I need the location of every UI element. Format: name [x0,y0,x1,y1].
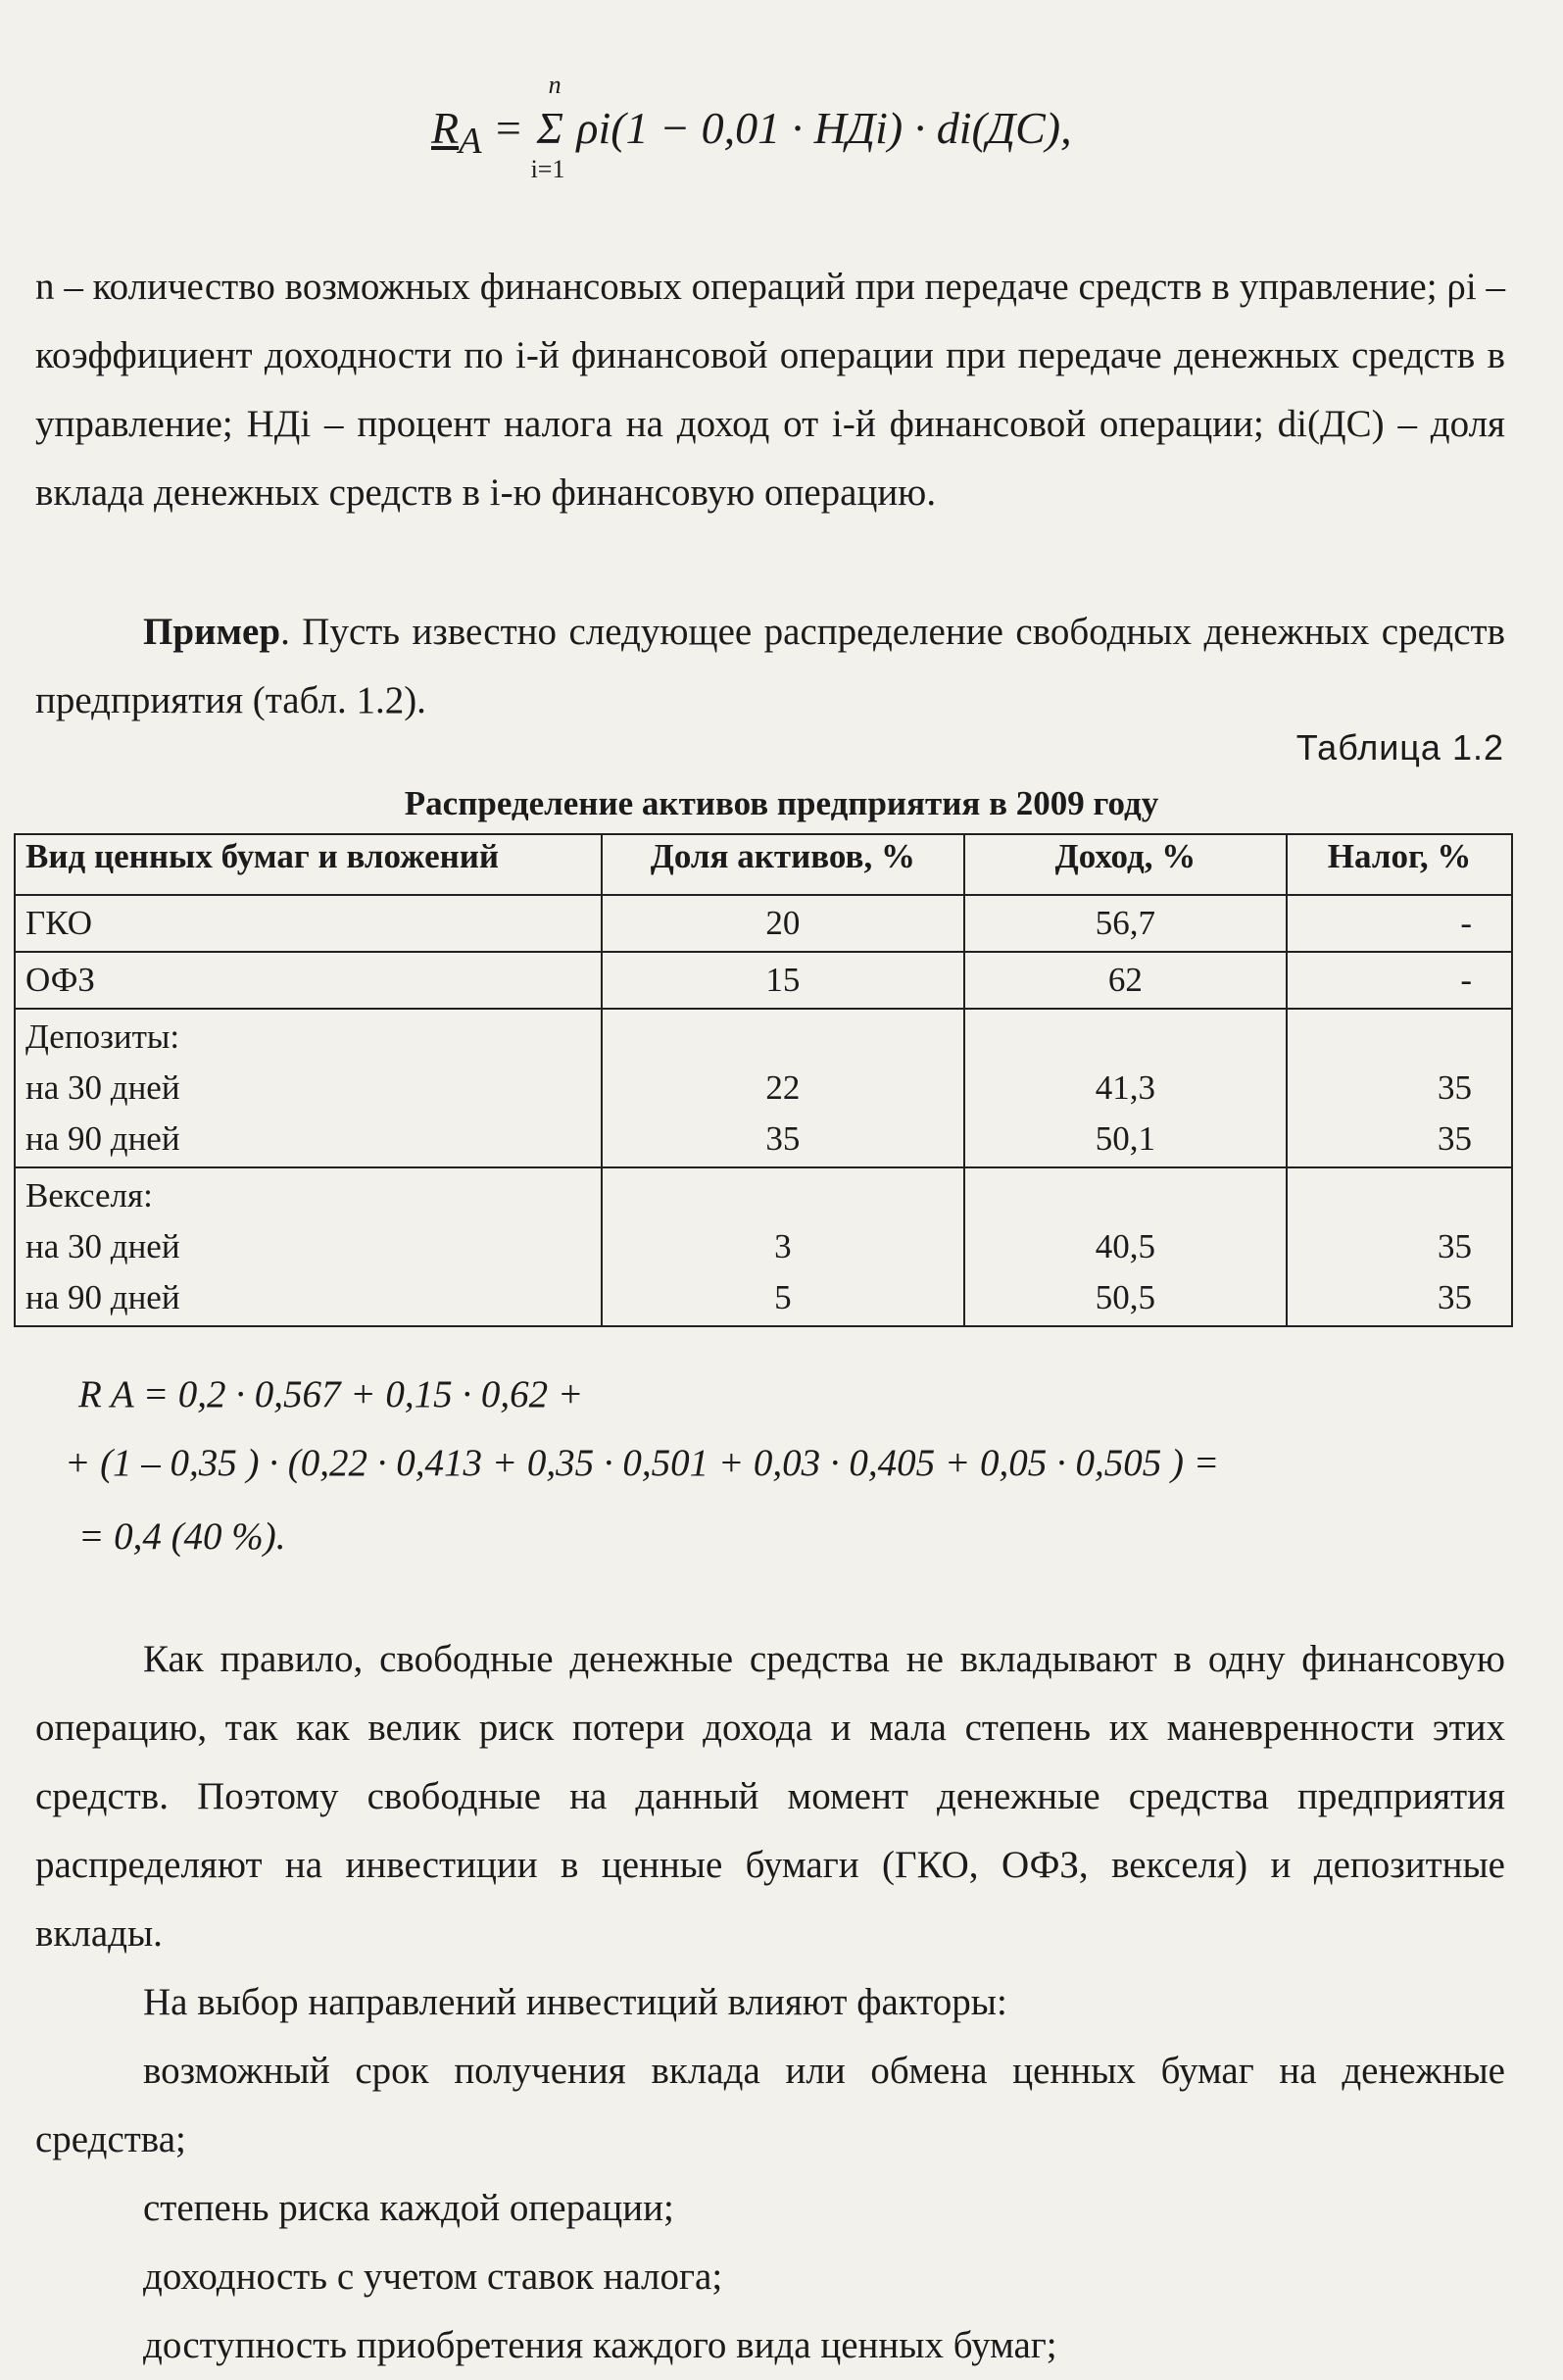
table-row [15,895,1512,952]
row-income: 50,5 [1095,1278,1156,1316]
table-row [15,952,1512,1009]
sum-upper-limit: n [548,71,562,99]
row-income: 56,7 [1095,904,1156,942]
header-type: Вид ценных бумаг и вложений [15,834,602,895]
example-text: . Пусть известно следующее распределение свободных денежных средств предприятия (табл. 1.2). [35,611,1505,721]
row-income: 62 [1107,961,1143,999]
example-label: Пример [143,611,281,653]
row-income: 50,1 [1095,1119,1156,1158]
row-tax [1297,1012,1472,1063]
calc-line-1: R A = 0,2 · 0,567 + 0,15 · 0,62 + [78,1373,584,1415]
assets-table [14,833,1513,1327]
row-tax: - [1460,904,1472,942]
calc-line-3: = 0,4 (40 %). [78,1515,286,1558]
row-tax: 35 [1438,1119,1472,1158]
row-tax: - [1460,961,1472,999]
header-share: Доля активов, % [602,834,964,895]
example-paragraph [35,598,1505,735]
row-income [975,1170,1277,1221]
calc-line-2: + (1 – 0,35 ) · (0,22 · 0,413 + 0,35 · 0,501 + 0,03 · 0,405 + 0,05 · 0,505 ) = [65,1442,1220,1484]
header-tax: Налог, % [1287,834,1512,895]
row-share: 15 [765,961,801,999]
formula-rhs: ρi(1 − 0,01 · НДi) · di(ДС), [576,103,1072,153]
row-share [612,1012,953,1063]
row-name: ОФЗ [25,961,95,999]
row-share: 20 [765,904,801,942]
factor-item: доходность с учетом ставок налога; [143,2256,723,2298]
formula-ra: $R_A$ = n Σ i=1 ρi(1 − 0,01 · НДi) · di(ДС), [431,71,1072,183]
paragraph-factors-intro: На выбор направлений инвестиций влияют факторы: [143,1981,1007,2023]
row-tax: 35 [1438,1278,1472,1316]
row-name: на 90 дней [25,1278,180,1316]
row-share: 35 [765,1119,801,1158]
factor-item: степень риска каждой операции; [143,2187,674,2229]
table-title: Распределение активов предприятия в 2009 году [404,784,1159,822]
row-name: ГКО [25,904,92,942]
row-share: 3 [774,1227,792,1265]
row-name: на 30 дней [25,1227,180,1265]
row-tax: 35 [1438,1068,1472,1107]
row-name: Депозиты: [25,1017,180,1056]
row-name: на 90 дней [25,1119,180,1158]
row-name: Векселя: [25,1176,153,1215]
row-income: 40,5 [1095,1227,1156,1265]
row-income: 41,3 [1095,1068,1156,1107]
sum-lower-limit: i=1 [530,155,565,183]
header-income: Доход, % [964,834,1288,895]
body-text [35,1625,1505,2380]
definitions-paragraph: n – количество возможных финансовых операций при передаче средств в управление; ρi – коэффициент доходности по i-й финансовой операции при передаче денежных средств в управление; НДi – процент налога на доход от i-й финансовой операции; di(ДС) – доля вклада денежных средств в i-ю финансовую операцию. [35,266,1505,514]
factor-item: возможный срок получения вклада или обмена ценных бумаг на денежные средства; [35,2050,1505,2160]
table-row [15,1167,1512,1326]
sum-symbol: n Σ i=1 [530,71,565,183]
row-share: 22 [765,1068,801,1107]
row-share: 5 [774,1278,792,1316]
row-share [612,1170,953,1221]
factor-item: доступность приобретения каждого вида ценных бумаг; [143,2324,1057,2366]
formula-lhs: $R_A$ [431,103,482,163]
table-header-row [15,834,1512,895]
table-caption: Таблица 1.2 [1295,727,1504,768]
row-tax: 35 [1438,1227,1472,1265]
row-income [975,1012,1277,1063]
table-row [15,1009,1512,1167]
row-tax [1297,1170,1472,1221]
row-name: на 30 дней [25,1068,180,1107]
paragraph-diversification: Как правило, свободные денежные средства не вкладывают в одну финансовую операцию, так как велик риск потери дохода и мала степень их маневренности этих средств. Поэтому свободные на данный момент денежные средства предприятия распределяют на инвестиции в ценные бумаги (ГКО, ОФЗ, векселя) и депозитные вклады. [35,1638,1505,1955]
